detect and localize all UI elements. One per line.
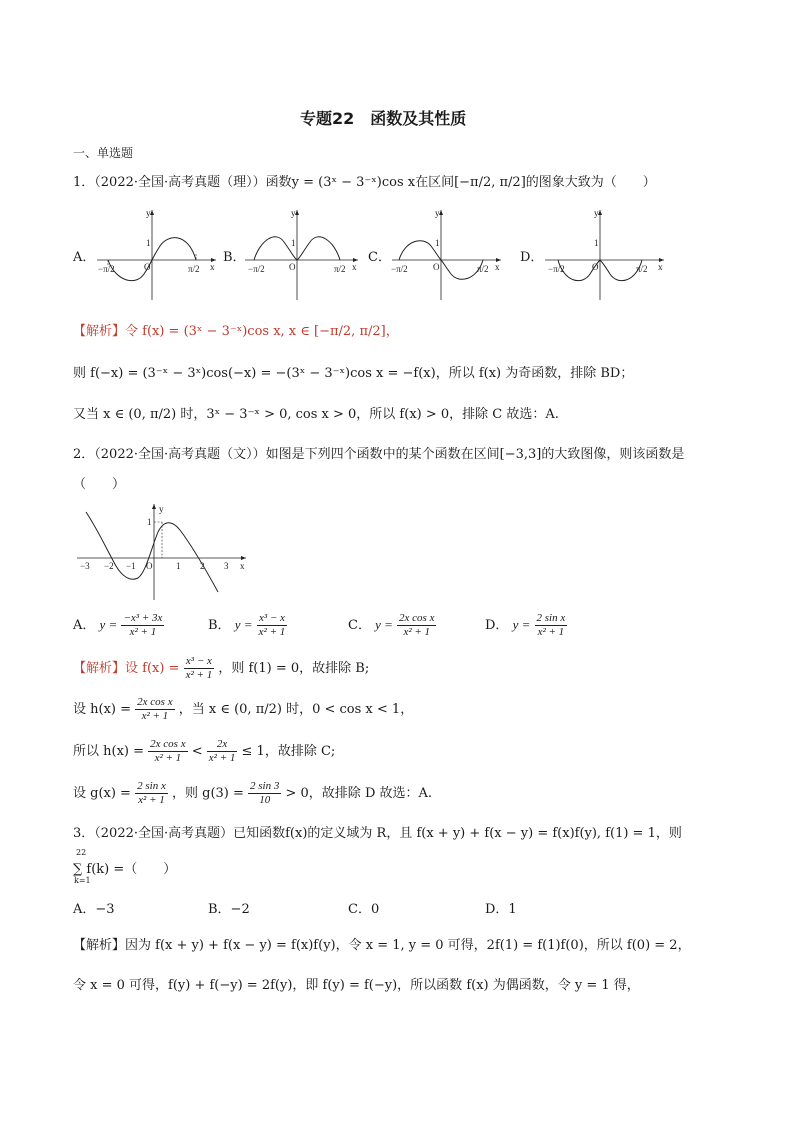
q2-sol4-frac-b: $\frac{2 \sin 3}{10}$ [250,780,280,806]
q2-option-a-y: y = [99,617,118,632]
q2-option-d-y: y = [512,617,531,632]
q3-solution-line-1: 【解析】因为 f(x + y) + f(x − y) = f(x)f(y)，令 x = 1, y = 0 可得，2f(1) = f(1)f(0)，所以 f(0) = 2， [73,938,691,953]
question-2-stem-line-1: 2．（2022·全国·高考真题（文））如图是下列四个函数中的某个函数在区间[−3,3]的大致图像，则该函数是 [73,447,685,462]
q1-option-c-label: C． [368,250,391,265]
q1c-one-label: 1 [435,238,440,248]
question-3-stem-line-2: ∑ f(k) =（ ） [73,862,177,877]
q2-option-b-label: B． [208,618,231,633]
q1d-pi2: π/2 [636,264,648,274]
q3-option-a: A．−3 [73,902,115,917]
q1-graph-b [240,204,365,302]
q1b-pi2: π/2 [334,264,346,274]
q3-solution-line-2: 令 x = 0 可得，f(y) + f(−y) = 2f(y)，即 f(y) = f(−y)，所以函数 f(x) 为偶函数，令 y = 1 得， [73,978,640,993]
q1c-neg-pi2: −π/2 [391,264,408,274]
q2-solution-line-3: 所以 h(x) = $\frac{\text{2x cos x}}{\text{x² + 1}}$ < $\frac{2x}{\text{x² + 1}}$ ≤ 1，故排除 C; [73,738,336,764]
q1d-one-label: 1 [594,238,599,248]
q2-solution-line-1: 【解析】设 f(x) = $\frac{\text{x³ − x}}{\text{x² + 1}}$ ，则 f(1) = 0，故排除 B; [73,655,370,681]
q1d-neg-pi2: −π/2 [548,264,565,274]
q1a-x-label: x [210,262,215,272]
section-heading: 一、单选题 [73,146,134,160]
q2-option-c-frac: $\frac{\text{2x cos x}}{\text{x² + 1}}$ [399,612,435,638]
q1c-origin-label: O [433,262,440,272]
q1a-y-label: y [146,208,151,218]
q2-sol3-frac-a: $\frac{\text{2x cos x}}{\text{x² + 1}}$ [150,738,186,764]
q2-sol2-frac: $\frac{\text{2x cos x}}{\text{x² + 1}}$ [137,696,173,722]
q2-graph [72,500,252,604]
question-3-stem-line-1: 3．（2022·全国·高考真题）已知函数f(x)的定义域为 R，且 f(x + y) + f(x − y) = f(x)f(y), f(1) = 1，则 [73,826,682,841]
q1-option-d-label: D． [520,250,544,265]
question-1-stem: 1．（2022·全国·高考真题（理））函数y = (3ˣ − 3⁻ˣ)cos x在区间[−π/2, π/2]的图象大致为（ ） [73,175,656,190]
q2-option-b-y: y = [234,617,253,632]
q2-option-c [348,612,436,639]
q2-tick-1: 1 [176,561,181,571]
q1a-origin-label: O [144,262,151,272]
q1d-x-label: x [658,262,663,272]
q2-one-label: 1 [147,517,152,527]
q2-solution-line-2: 设 h(x) = $\frac{\text{2x cos x}}{\text{x² + 1}}$ ，当 x ∈ (0, π/2) 时，0 < cos x < 1， [73,696,414,722]
q1-option-b-label: B． [223,250,246,265]
q1-solution-line-3: 又当 x ∈ (0, π/2) 时，3ˣ − 3⁻ˣ > 0, cos x > 0，所以 f(x) > 0，排除 C 故选：A. [73,407,559,422]
q1b-x-label: x [352,262,357,272]
q1-solution-line-1: 【解析】令 f(x) = (3ˣ − 3⁻ˣ)cos x, x ∈ [−π/2, π/2]， [73,324,399,339]
q2-y-label: y [159,504,164,514]
q2-tick-3: 3 [224,561,229,571]
q1b-y-label: y [291,208,296,218]
q3-option-d: D．1 [485,902,517,917]
q2-sol4-frac-a: $\frac{\text{2 sin x}}{\text{x² + 1}}$ [137,780,166,806]
q1d-y-label: y [594,208,599,218]
q3-sum-top: 22 [76,848,87,857]
q2-tick-neg2: −2 [104,561,114,571]
q2-tick-neg1: −1 [126,561,136,571]
q2-tick-neg3: −3 [80,561,90,571]
q2-tick-2: 2 [200,561,205,571]
q1-option-a-label: A． [73,250,96,265]
q2-option-a-label: A． [73,618,96,633]
q2-option-c-label: C． [348,618,371,633]
q2-x-label: x [240,561,245,571]
q1b-one-label: 1 [291,238,296,248]
q1c-y-label: y [435,208,440,218]
q2-option-d-frac: $\frac{\text{2 sin x}}{\text{x² + 1}}$ [536,612,566,638]
q1-graph-a [92,204,222,302]
q1a-pi2: π/2 [188,264,200,274]
q3-sum-bottom: k=1 [74,876,91,885]
q2-option-b-frac: $\frac{\text{x³ − x}}{\text{x² + 1}}$ [258,612,286,638]
q2-option-a [73,612,164,639]
q2-sol1-frac: $\frac{\text{x³ − x}}{\text{x² + 1}}$ [185,655,213,681]
q1d-origin-label: O [592,262,599,272]
q1a-neg-pi2: −π/2 [98,264,115,274]
q3-option-c: C．0 [348,902,380,917]
q3-option-b: B．−2 [208,902,250,917]
q1-graph-c [387,204,507,302]
question-2-stem-line-2: （ ） [73,477,126,492]
q2-sol3-frac-b: $\frac{2x}{\text{x² + 1}}$ [208,738,236,764]
q2-solution-line-4: 设 g(x) = $\frac{\text{2 sin x}}{\text{x² + 1}}$ ，则 g(3) = $\frac{2 \sin 3}{10}$ > 0，故排除 D 故选：A. [73,780,433,806]
q1c-pi2: π/2 [477,264,489,274]
q2-option-c-y: y = [375,617,393,632]
q2-option-b [208,612,287,639]
q1-solution-line-2: 则 f(−x) = (3⁻ˣ − 3ˣ)cos(−x) = −(3ˣ − 3⁻ˣ)cos x = −f(x)，所以 f(x) 为奇函数，排除 BD； [73,366,634,381]
q2-tick-origin: O [146,561,153,571]
q2-option-d-label: D． [485,618,509,633]
q1a-one-label: 1 [146,238,151,248]
q1b-origin-label: O [289,262,296,272]
q1-graph-d [540,204,670,302]
q2-option-a-frac: $\frac{\text{−x³ + 3x}}{\text{x² + 1}}$ [123,612,163,638]
q1c-x-label: x [495,262,500,272]
q2-option-d [485,612,567,639]
q1b-neg-pi2: −π/2 [248,264,265,274]
page-title: 专题22 函数及其性质 [300,109,467,128]
